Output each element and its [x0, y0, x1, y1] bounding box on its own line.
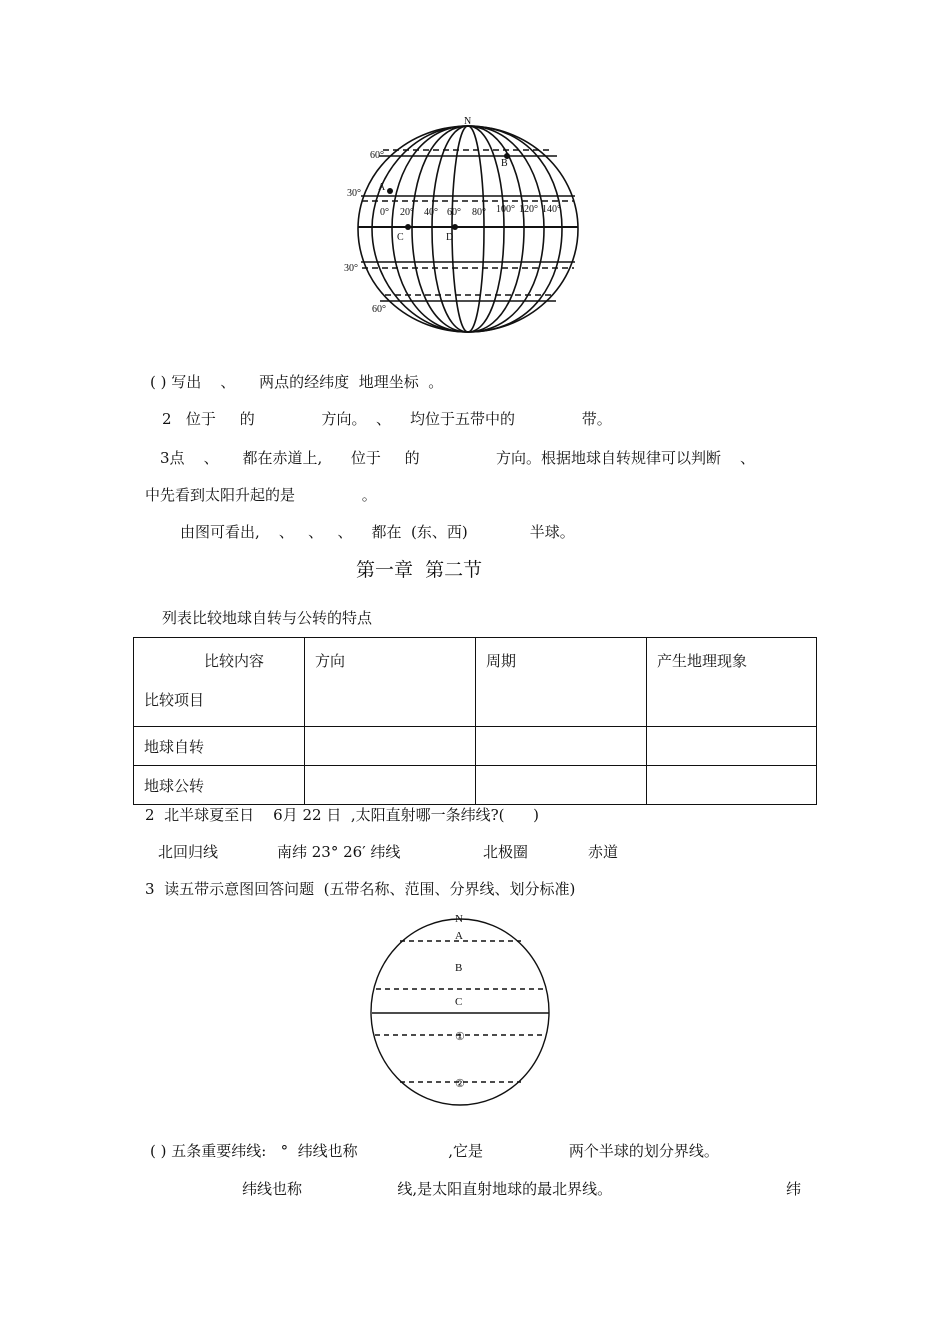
table-header: 方向	[305, 638, 476, 727]
option-b[interactable]: 南纬 23° 26′ 纬线	[277, 843, 401, 861]
zone-label: ②	[455, 1078, 465, 1090]
zone-label: ①	[455, 1031, 465, 1043]
zone-label: C	[455, 996, 463, 1008]
zone-label: A	[455, 930, 463, 942]
section-title: 第一章 第二节	[356, 559, 483, 581]
table-cell[interactable]	[476, 727, 647, 766]
question-4-line-2-tail: 纬	[786, 1180, 802, 1198]
lat-label: 60°	[370, 150, 384, 161]
question-3: 3 读五带示意图回答问题 (五带名称、范围、分界线、划分标准)	[145, 880, 576, 898]
north-label: N	[455, 913, 463, 925]
table-intro: 列表比较地球自转与公转的特点	[162, 609, 373, 627]
lon-label: 120°	[519, 204, 538, 215]
question-4-line-2: 纬线也称 线,是太阳直射地球的最北界线。	[242, 1180, 613, 1198]
lon-label: 140°	[542, 204, 561, 215]
table-header-row	[134, 638, 817, 727]
option-d[interactable]: 赤道	[588, 843, 619, 861]
north-label: N	[464, 116, 472, 127]
table-cell[interactable]	[305, 727, 476, 766]
corner-bottom-label: 比较项目	[144, 691, 205, 709]
table-cell[interactable]	[647, 766, 817, 805]
lat-label: 60°	[372, 304, 386, 315]
lon-label: 0°	[380, 207, 389, 218]
table-cell[interactable]	[305, 766, 476, 805]
point-label: D	[446, 232, 454, 243]
lat-label: 30°	[344, 263, 358, 274]
table-header: 周期	[476, 638, 647, 727]
option-a[interactable]: 北回归线	[158, 843, 219, 861]
table-cell[interactable]	[476, 766, 647, 805]
lon-label: 80°	[472, 207, 486, 218]
table-row	[134, 727, 817, 766]
point-label: A	[378, 182, 386, 193]
five-zones-diagram	[365, 910, 565, 1110]
question-1-line-4: 中先看到太阳升起的是 。	[145, 486, 377, 504]
point-label: C	[397, 232, 404, 243]
table-corner-cell	[134, 638, 305, 727]
corner-top-label: 比较内容	[204, 652, 265, 670]
question-1-line-1: ( ) 写出 、 两点的经纬度 地理坐标 。	[150, 373, 444, 391]
lon-label: 60°	[447, 207, 461, 218]
comparison-table	[133, 637, 817, 805]
globe-grid-diagram	[340, 115, 580, 345]
row-label: 地球公转	[134, 766, 305, 805]
question-1-line-2: 2 位于 的 方向。 、 均位于五带中的 带。	[162, 410, 612, 428]
option-c[interactable]: 北极圈	[483, 843, 529, 861]
question-4-line-1: ( ) 五条重要纬线: ° 纬线也称 ,它是 两个半球的划分界线。	[150, 1142, 719, 1160]
row-label: 地球自转	[134, 727, 305, 766]
question-1-line-3: 3点 、 都在赤道上, 位于 的 方向。根据地球自转规律可以判断 、	[160, 449, 756, 467]
table-cell[interactable]	[647, 727, 817, 766]
lat-label: 30°	[347, 188, 361, 199]
zone-label: B	[455, 962, 463, 974]
table-header: 产生地理现象	[647, 638, 817, 727]
lon-label: 20°	[400, 207, 414, 218]
point-label: B	[501, 158, 508, 169]
lon-label: 40°	[424, 207, 438, 218]
lon-label: 100°	[496, 204, 515, 215]
question-1-line-5: 由图可看出, 、 、 、 都在 (东、西) 半球。	[180, 523, 575, 541]
table-row	[134, 766, 817, 805]
question-2: 2 北半球夏至日 6月 22 日 ,太阳直射哪一条纬线?( )	[145, 806, 539, 824]
